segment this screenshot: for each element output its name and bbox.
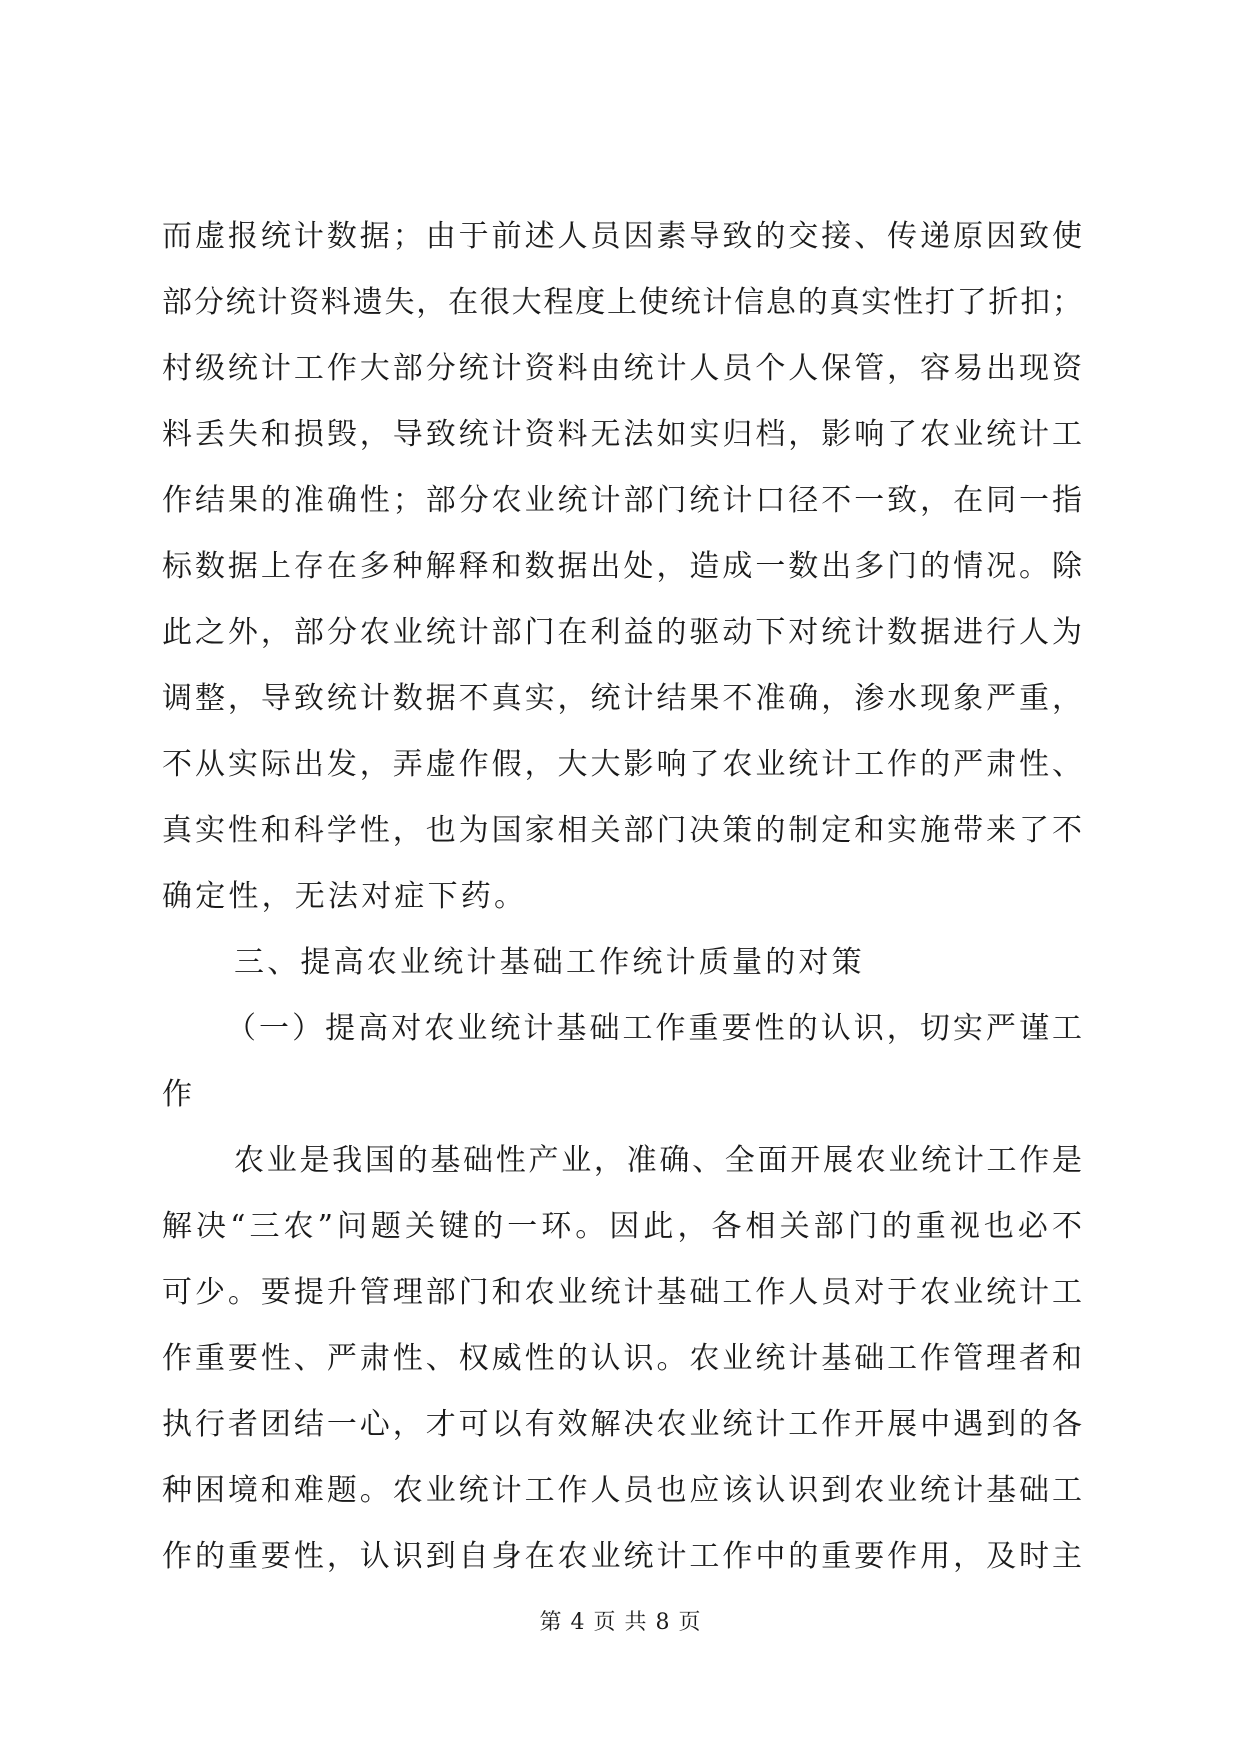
paragraph-line: 种困境和难题。农业统计工作人员也应该认识到农业统计基础工 [162,1473,1082,1508]
paragraph-line: 不从实际出发，弄虚作假，大大影响了农业统计工作的严肃性、 [162,747,1082,782]
paragraph-line: 执行者团结一心，才可以有效解决农业统计工作开展中遇到的各 [162,1407,1082,1442]
paragraph-last-line: 确定性，无法对症下药。 [162,879,528,914]
paragraph-line: 此之外，部分农业统计部门在利益的驱动下对统计数据进行人为 [162,615,1082,650]
paragraph-line: 作结果的准确性；部分农业统计部门统计口径不一致，在同一指 [162,483,1082,518]
paragraph-line: 料丢失和损毁，导致统计资料无法如实归档，影响了农业统计工 [162,417,1082,452]
paragraph-line: 调整，导致统计数据不真实，统计结果不准确，渗水现象严重， [162,681,1082,716]
subsection-heading: （一）提高对农业统计基础工作重要性的认识，切实严谨工 [226,1011,1082,1046]
paragraph-line: 标数据上存在多种解释和数据出处，造成一数出多门的情况。除 [162,549,1082,584]
paragraph-first-line: 农业是我国的基础性产业，准确、全面开展农业统计工作是 [234,1143,1082,1178]
paragraph-line: 真实性和科学性，也为国家相关部门决策的制定和实施带来了不 [162,813,1082,848]
paragraph-line: 村级统计工作大部分统计资料由统计人员个人保管，容易出现资 [162,351,1082,386]
section-heading: 三、提高农业统计基础工作统计质量的对策 [234,945,865,980]
paragraph-line: 作重要性、严肃性、权威性的认识。农业统计基础工作管理者和 [162,1341,1082,1376]
paragraph-line: 作的重要性，认识到自身在农业统计工作中的重要作用，及时主 [162,1539,1082,1574]
paragraph-line: 解决“三农”问题关键的一环。因此，各相关部门的重视也必不 [162,1209,1082,1244]
paragraph-line: 可少。要提升管理部门和农业统计基础工作人员对于农业统计工 [162,1275,1082,1310]
page-number-footer: 第 4 页 共 8 页 [539,1610,702,1635]
paragraph-line: 部分统计资料遗失，在很大程度上使统计信息的真实性打了折扣； [162,285,1082,320]
paragraph-line: 而虚报统计数据；由于前述人员因素导致的交接、传递原因致使 [162,219,1082,254]
subsection-heading-continued: 作 [162,1077,196,1112]
